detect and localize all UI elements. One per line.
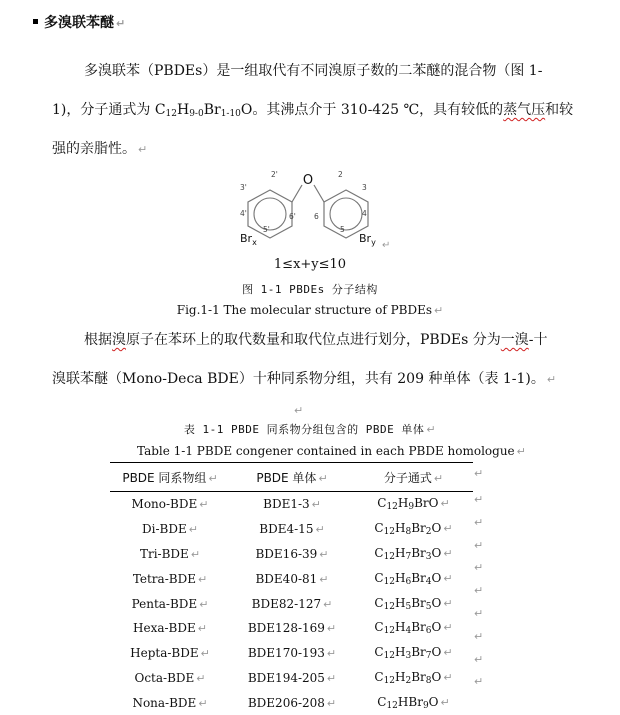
formula-cell [354, 542, 473, 567]
position-label: 2' [271, 170, 278, 179]
paragraph-line [52, 360, 542, 399]
ether-bond-left [292, 185, 302, 202]
position-label: 4 [362, 209, 367, 218]
paragraph-text: 根据 [84, 332, 112, 348]
paragraph-mark-icon: ↵ [441, 497, 450, 510]
left-benzene-ring [248, 190, 292, 238]
pbde-homologue-table [110, 462, 473, 715]
congener-cell [230, 641, 354, 666]
molecular-formula: $C_{12}H_5Br_5O$ [374, 596, 441, 610]
paragraph-mark-icon: ↵ [327, 647, 336, 660]
row-end-mark-icon: ↵ [474, 675, 483, 688]
paragraph-text: -十 [529, 332, 548, 348]
paragraph-mark-icon: ↵ [198, 573, 207, 586]
position-label: 5' [263, 225, 270, 234]
paragraph-mark-icon: ↵ [441, 696, 450, 709]
congener-cell [230, 566, 354, 591]
formula-cell [354, 690, 473, 715]
table-row [110, 517, 473, 542]
table-row [110, 616, 473, 641]
group-cell-text: Di-BDE [142, 522, 187, 536]
group-cell [110, 591, 230, 616]
formula-subscript: 12 [384, 626, 395, 636]
table-caption-en-text: Table 1-1 PBDE congener contained in each PBDE homologue [137, 444, 515, 458]
paragraph-text: O。其沸点介于 310-425 ℃，具有较低的 [241, 102, 503, 118]
paragraph-mark-icon: ↵ [327, 697, 336, 710]
spellcheck-word: 溴 [112, 332, 126, 348]
paragraph-mark-icon: ↵ [319, 573, 328, 586]
position-label: 6 [314, 212, 319, 221]
paragraph-mark-icon: ↵ [443, 547, 452, 560]
position-label: 6' [289, 212, 296, 221]
row-end-mark-icon: ↵ [474, 539, 483, 552]
paragraph-line [52, 130, 542, 169]
paragraph-mark-icon: ↵ [517, 445, 526, 458]
formula-cell [354, 641, 473, 666]
formula-subscript: 3 [426, 552, 432, 562]
paragraph-mark-icon: ↵ [443, 646, 452, 659]
spellcheck-word: 一溴 [501, 332, 529, 348]
group-cell [110, 542, 230, 567]
formula-cell [354, 492, 473, 517]
table-row [110, 492, 473, 517]
brx-label [240, 232, 257, 247]
formula-subscript: 12 [386, 701, 397, 711]
position-label: 5 [340, 225, 345, 234]
paragraph-mark-icon: ↵ [434, 304, 443, 317]
group-cell-text: Mono-BDE [132, 497, 198, 511]
formula-subscript: 4 [426, 577, 432, 587]
table-row [110, 566, 473, 591]
paragraph-text: 原子在苯环上的取代数量和取代位点进行划分，PBDEs 分为 [126, 332, 501, 348]
paragraph-mark-icon: ↵ [199, 598, 208, 611]
paragraph-mark-icon: ↵ [443, 572, 452, 585]
spellcheck-word: 蒸气压 [503, 102, 545, 118]
congener-cell [230, 492, 354, 517]
congener-cell [230, 517, 354, 542]
row-end-mark-icon: ↵ [474, 561, 483, 574]
paragraph-mark-icon: ↵ [201, 647, 210, 660]
formula-subscript: 9-0 [189, 109, 204, 119]
empty-paragraph [292, 399, 303, 418]
formula-subscript: 4 [406, 626, 412, 636]
group-cell-text: Octa-BDE [134, 671, 194, 685]
paragraph-mark-icon: ↵ [196, 672, 205, 685]
molecular-formula: $C_{12}H_6Br_4O$ [374, 571, 441, 585]
row-end-mark-icon: ↵ [474, 630, 483, 643]
row-end-mark-icon: ↵ [474, 653, 483, 666]
group-cell [110, 641, 230, 666]
paragraph-mark-icon: ↵ [312, 498, 321, 511]
table-row [110, 542, 473, 567]
header-text: PBDE 同系物组 [122, 471, 206, 485]
paragraph-mark-icon: ↵ [208, 472, 217, 485]
congener-cell [230, 666, 354, 691]
congener-cell-text: BDE128-169 [248, 621, 325, 635]
paragraph-mark-icon: ↵ [426, 423, 436, 436]
brx-text: Br [240, 232, 253, 245]
paragraph-mark-icon: ↵ [443, 522, 452, 535]
group-cell-text: Nona-BDE [132, 696, 196, 710]
formula-subscript: 12 [384, 676, 395, 686]
row-end-mark-icon: ↵ [474, 493, 483, 506]
formula-subscript: 8 [406, 527, 412, 537]
paragraph-mark-icon: ↵ [443, 621, 452, 634]
paragraph-mark-icon: ↵ [189, 523, 198, 536]
congener-cell [230, 690, 354, 715]
paragraph-intro [52, 52, 542, 169]
row-end-mark-icon: ↵ [474, 584, 483, 597]
formula-br: Br [204, 102, 221, 118]
congener-cell [230, 591, 354, 616]
paragraph-mark-icon: ↵ [318, 472, 327, 485]
paragraph-mark-icon: ↵ [434, 472, 443, 485]
formula-h: H [177, 102, 189, 118]
group-cell-text: Tri-BDE [140, 547, 189, 561]
paragraph-text: 强的亲脂性。 [52, 141, 136, 157]
paragraph-text: 溴联苯醚（Mono-Deca BDE）十种同系物分组，共有 209 种单体（表 1-1)。 [52, 371, 545, 387]
right-ring-aromatic-circle [330, 198, 362, 230]
congener-cell [230, 616, 354, 641]
group-cell-text: Hexa-BDE [133, 621, 196, 635]
paragraph-line [52, 91, 542, 130]
pbde-structure-diagram [228, 168, 398, 250]
formula-subscript: 1-10 [221, 109, 241, 119]
congener-cell-text: BDE194-205 [248, 671, 325, 685]
section-heading [33, 12, 125, 32]
figure-caption-en [0, 303, 620, 317]
formula-subscript: 9 [408, 502, 414, 512]
congener-cell [230, 542, 354, 567]
table-body [110, 492, 473, 715]
formula-subscript: 5 [406, 602, 412, 612]
congener-cell-text: BDE40-81 [255, 572, 317, 586]
group-cell [110, 690, 230, 715]
molecular-formula: $C_{12}H_2Br_8O$ [374, 670, 441, 684]
paragraph-mark-icon: ↵ [294, 404, 303, 417]
brx-subscript: x [252, 238, 257, 247]
ether-bond-right [314, 185, 324, 202]
formula-subscript: 12 [166, 109, 177, 119]
paragraph-mark-icon: ↵ [323, 598, 332, 611]
position-label: 3' [240, 183, 247, 192]
bry-text: Br [359, 232, 372, 245]
formula-cell [354, 616, 473, 641]
paragraph-line [52, 321, 542, 360]
paragraph-mark-icon: ↵ [319, 548, 328, 561]
structure-constraint: 1≤x+y≤10 [0, 257, 620, 272]
formula-cell [354, 666, 473, 691]
formula-subscript: 12 [384, 552, 395, 562]
molecular-formula: $C_{12}H_4Br_6O$ [374, 620, 441, 634]
table-row [110, 666, 473, 691]
congener-cell-text: BDE82-127 [252, 597, 321, 611]
paragraph-mark-icon: ↵ [327, 622, 336, 635]
group-cell [110, 616, 230, 641]
group-cell [110, 492, 230, 517]
paragraph-mark-icon: ↵ [198, 622, 207, 635]
table-row [110, 591, 473, 616]
header-text: PBDE 单体 [256, 471, 316, 485]
paragraph-classification [52, 321, 542, 399]
bry-subscript: y [371, 238, 376, 247]
paragraph-mark-icon: ↵ [443, 597, 452, 610]
table-caption-cn-text: 表 1-1 PBDE 同系物分组包含的 PBDE 单体 [184, 423, 424, 436]
formula-cell [354, 591, 473, 616]
group-cell [110, 517, 230, 542]
formula-subscript: 12 [384, 602, 395, 612]
paragraph-mark-icon: ↵ [382, 240, 390, 250]
paragraph-mark-icon: ↵ [198, 697, 207, 710]
paragraph-line: 多溴联苯（PBDEs）是一组取代有不同溴原子数的二苯醚的混合物（图 1- [52, 52, 542, 91]
position-label: 2 [338, 170, 343, 179]
formula-cell [354, 566, 473, 591]
molecular-formula: $C_{12}HBr_9O$ [377, 695, 438, 709]
formula-subscript: 12 [384, 577, 395, 587]
group-cell-text: Hepta-BDE [130, 646, 198, 660]
formula-prefix: 1)，分子通式为 C [52, 102, 166, 118]
bullet-icon [33, 19, 38, 24]
table-caption-cn [0, 421, 620, 437]
formula-subscript: 2 [426, 527, 432, 537]
formula-subscript: 6 [426, 626, 432, 636]
table-row [110, 641, 473, 666]
position-label: 4' [240, 209, 247, 218]
table-caption-en [137, 444, 526, 458]
formula-subscript: 8 [426, 676, 432, 686]
table-header-cell [230, 463, 354, 492]
oxygen-atom-label: O [303, 173, 313, 188]
figure-caption-en-text: Fig.1-1 The molecular structure of PBDEs [177, 303, 432, 317]
molecular-formula: $C_{12}H_7Br_3O$ [374, 546, 441, 560]
position-label: 3 [362, 183, 367, 192]
row-end-mark-icon: ↵ [474, 516, 483, 529]
group-cell-text: Penta-BDE [132, 597, 198, 611]
formula-subscript: 2 [406, 676, 412, 686]
formula-subscript: 12 [384, 527, 395, 537]
formula-subscript: 7 [426, 651, 432, 661]
paragraph-mark-icon: ↵ [191, 548, 200, 561]
table-header-cell [354, 463, 473, 492]
formula-subscript: 12 [386, 502, 397, 512]
header-text: 分子通式 [384, 471, 432, 485]
paragraph-text: 和较 [545, 102, 573, 118]
bry-label [359, 232, 376, 247]
formula-subscript: 12 [384, 651, 395, 661]
table-header-row [110, 463, 473, 492]
group-cell-text: Tetra-BDE [133, 572, 196, 586]
molecular-formula: $C_{12}H_9BrO$ [377, 496, 438, 510]
congener-cell-text: BDE16-39 [255, 547, 317, 561]
congener-cell-text: BDE206-208 [248, 696, 325, 710]
paragraph-mark-icon: ↵ [199, 498, 208, 511]
paragraph-mark-icon: ↵ [116, 17, 125, 30]
formula-subscript: 6 [406, 577, 412, 587]
group-cell [110, 566, 230, 591]
paragraph-mark-icon: ↵ [315, 523, 324, 536]
congener-cell-text: BDE170-193 [248, 646, 325, 660]
congener-cell-text: BDE1-3 [263, 497, 310, 511]
formula-subscript: 9 [423, 701, 429, 711]
row-end-mark-icon: ↵ [474, 467, 483, 480]
formula-subscript: 7 [406, 552, 412, 562]
table-row [110, 690, 473, 715]
formula-cell [354, 517, 473, 542]
molecular-formula: $C_{12}H_8Br_2O$ [374, 521, 441, 535]
formula-subscript: 5 [426, 602, 432, 612]
molecular-formula: $C_{12}H_3Br_7O$ [374, 645, 441, 659]
formula-subscript: 3 [406, 651, 412, 661]
congener-cell-text: BDE4-15 [259, 522, 313, 536]
figure-caption-cn: 图 1-1 PBDEs 分子结构 [0, 281, 620, 297]
paragraph-mark-icon: ↵ [547, 373, 556, 386]
group-cell [110, 666, 230, 691]
heading-text: 多溴联苯醚 [44, 15, 114, 31]
row-end-mark-icon: ↵ [474, 607, 483, 620]
table-header-cell [110, 463, 230, 492]
paragraph-mark-icon: ↵ [443, 671, 452, 684]
paragraph-mark-icon: ↵ [327, 672, 336, 685]
left-ring-aromatic-circle [254, 198, 286, 230]
paragraph-mark-icon: ↵ [138, 143, 147, 156]
